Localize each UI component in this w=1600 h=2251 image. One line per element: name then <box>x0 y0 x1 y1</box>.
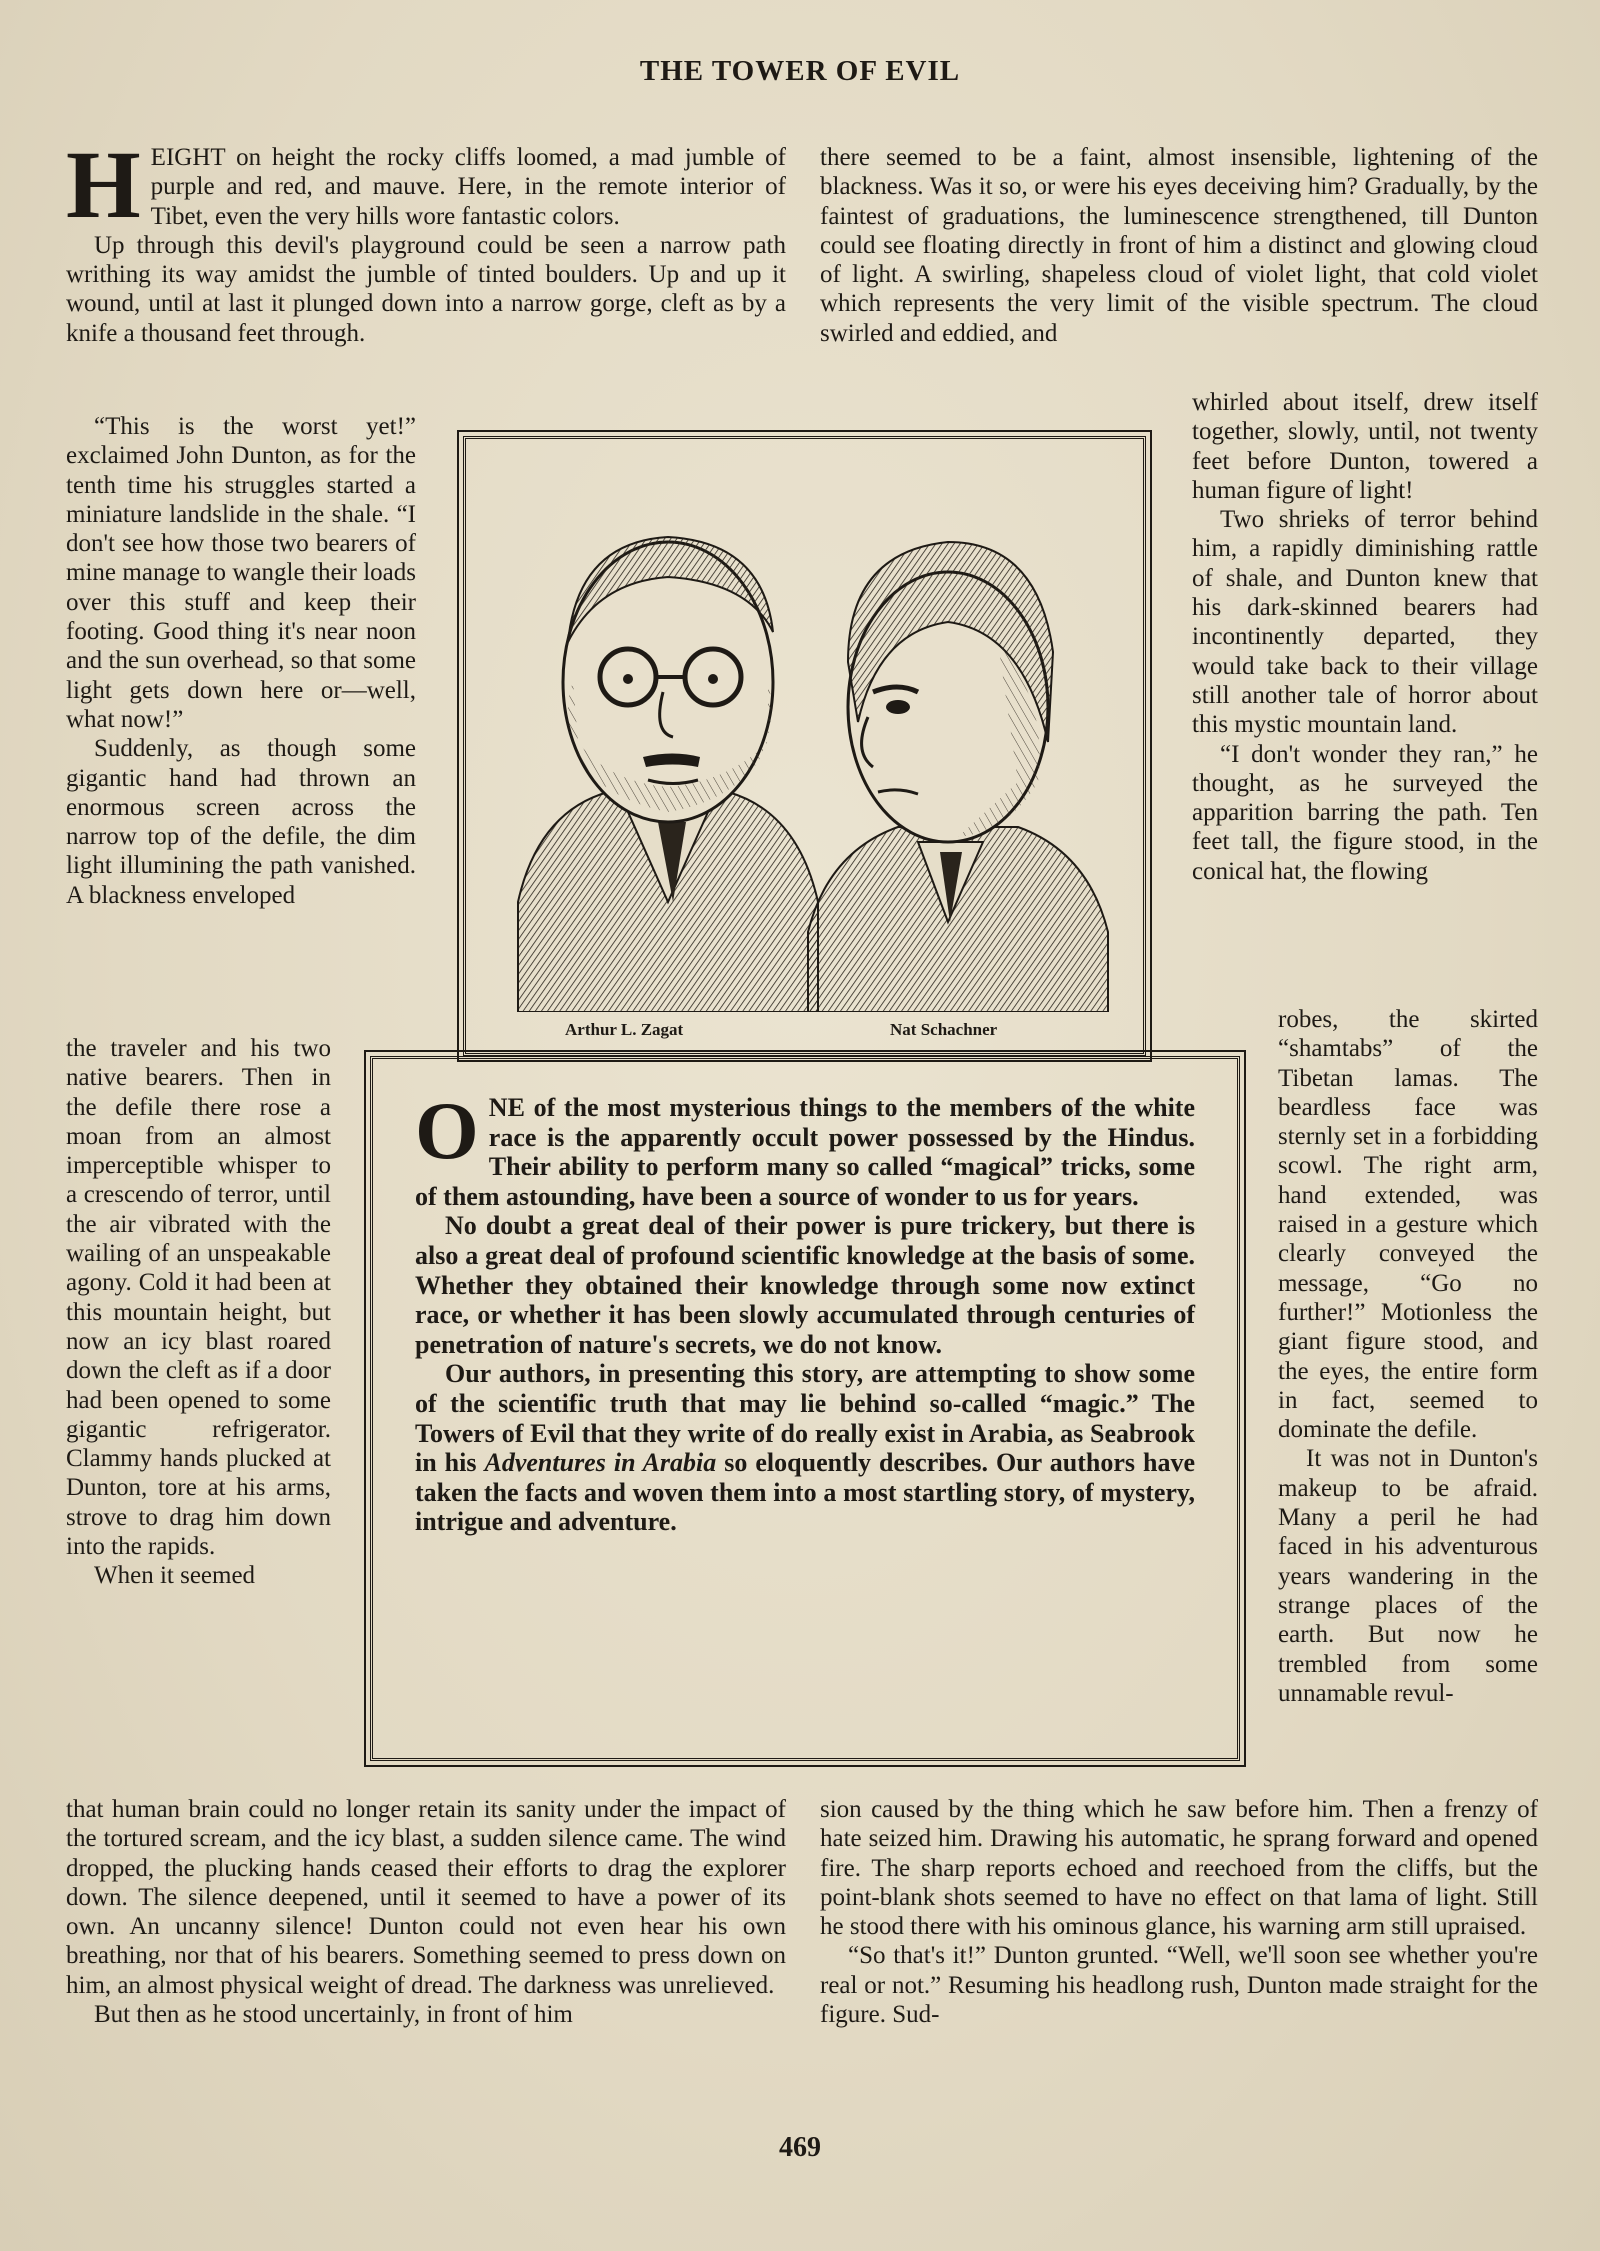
paragraph: Up through this devil's playground could be seen a narrow path writhing its way amidst the jumble of tinted boulders. Up and up it wound, until at last it plunged down into a narrow gorge, cleft as by a knife a thousand feet through. <box>66 231 786 347</box>
paragraph: “This is the worst yet!” exclaimed John Dunton, as for the tenth time his struggles started a miniature landslide in the shale. “I don't see how those two bearers of mine manage to wangle their loads over this stuff and keep their footing. Good thing it's near noon and the sun overhead, so that some light gets down here or—well, what now!” <box>66 413 416 733</box>
right-column-bottom <box>820 1795 1538 2029</box>
paragraph-text: so eloquently describes. Our authors have taken the facts and woven them into a most startling story, of mystery, intrigue and adventure. <box>415 1448 1195 1537</box>
paragraph: robes, the skirted “shamtabs” of the Tibetan lamas. The beardless face was sternly set in a forbidding scowl. The right arm, hand extended, was raised in a gesture which clearly conveyed the message, “Go no further!” Motionless the giant figure stood, and the eyes, the entire form in fact, seemed to dominate the defile. <box>1278 1006 1538 1444</box>
paragraph: that human brain could no longer retain its sanity under the impact of the tortured scream, and the icy blast, a sudden silence came. The wind dropped, the plucking hands ceased their efforts to drag the explorer down. The silence deepened, until it seemed to have a power of its own. An uncanny silence! Dunton could not even hear his own breathing, nor that of his bearers. Something seemed to press down on him, an almost physical weight of dread. The darkness was unrelieved. <box>66 1796 786 1999</box>
author-portraits-illustration <box>478 482 1128 1012</box>
page-header: THE TOWER OF EVIL <box>639 55 961 87</box>
paragraph-text: Our authors, in presenting this story, are attempting to show some of the scientific truth that may lie behind so-called “magic.” The Towers of Evil that they write of do really exist in Arabia, as Seabrook in his <box>415 1359 1195 1478</box>
editorial-introduction <box>415 1085 1195 1537</box>
paragraph: “I don't wonder they ran,” he thought, as he surveyed the apparition barring the path. Ten feet tall, the figure stood, in the conical hat, the flowing <box>1192 740 1538 885</box>
paragraph: “So that's it!” Dunton grunted. “Well, we'll soon see whether you're real or not.” Resuming his headlong rush, Dunton made straight for the figure. Sud- <box>820 1942 1538 2029</box>
paragraph: there seemed to be a faint, almost insensible, lightening of the blackness. Was it so, or were his eyes deceiving him? Gradually, by the faintest of graduations, the luminescence strengthened, till Dunton could see floating directly in front of him a distinct and glowing cloud of light. A swirling, shapeless cloud of violet light, that cold violet which represents the very limit of the visible spectrum. The cloud swirled and eddied, and <box>820 144 1538 347</box>
paragraph: Two shrieks of terror behind him, a rapidly diminishing rattle of shale, and Dunton knew that his dark-skinned bearers had incontinently departed, they would take back to their village still another tale of horror about this mystic mountain land. <box>1192 506 1538 739</box>
drop-cap: H <box>66 131 141 238</box>
editorial-paragraph <box>415 1359 1195 1537</box>
editorial-paragraph <box>415 1085 1195 1211</box>
right-column-top <box>820 143 1538 348</box>
paragraph: sion caused by the thing which he saw before him. Then a frenzy of hate seized him. Drawing his automatic, he sprang forward and opened fire. The sharp reports echoed and reechoed from the cliffs, but the point-blank shots seemed to have no effect on that lama of light. Still he stood there with his ominous glance, his warning arm still upraised. <box>820 1796 1538 1941</box>
opening-paragraph <box>66 131 786 238</box>
editorial-drop-cap: O <box>415 1085 479 1176</box>
portrait-left <box>518 537 818 1012</box>
paragraph: But then as he stood uncertainly, in front of him <box>94 2001 573 2029</box>
right-column-narrow-a <box>1192 388 1538 886</box>
paragraph: It was not in Dunton's makeup to be afraid. Many a peril he had faced in his adventurous years wandering in the strange places of the earth. But now he trembled from some unnamable revul- <box>1278 1445 1538 1707</box>
portrait-right <box>808 542 1108 1012</box>
left-column-bottom <box>66 1795 786 2029</box>
left-column-narrow-a <box>66 412 416 910</box>
left-column-narrow-b <box>66 1034 331 1591</box>
paragraph: When it seemed <box>94 1562 256 1590</box>
book-title: Adventures in Arabia <box>484 1448 717 1478</box>
caption-right-author: Nat Schachner <box>890 1020 998 1039</box>
paragraph: the traveler and his two native bearers. Then in the defile there rose a moan from an almost imperceptible whisper to a crescendo of terror, until the air vibrated with the wailing of an unspeakable agony. Cold it had been at this mountain height, but now an icy blast roared down the cleft as if a door had been opened to some gigantic refrigerator. Clammy hands plucked at Dunton, tore at his arms, strove to drag him down into the rapids. <box>66 1035 331 1561</box>
caption-left-author: Arthur L. Zagat <box>565 1020 684 1039</box>
paragraph-text: NE of the most mysterious things to the members of the white race is the apparently occult power possessed by the Hindus. Their ability to perform many so called “magical” tricks, some of them astounding, have been a source of wonder to us for years. <box>415 1093 1195 1211</box>
left-column-top <box>66 131 786 348</box>
right-column-narrow-b <box>1278 1005 1538 1708</box>
paragraph: whirled about itself, drew itself together, slowly, until, not twenty feet before Dunton, towered a human figure of light! <box>1192 389 1538 504</box>
paragraph: Suddenly, as though some gigantic hand had thrown an enormous screen across the narrow top of the defile, the dim light illumining the path vanished. A blackness enveloped <box>66 735 416 909</box>
editorial-paragraph: No doubt a great deal of their power is pure trickery, but there is also a great deal of profound scientific knowledge at the basis of some. Whether they obtained their knowledge through some now extinct race, or whether it has been slowly accumulated through centuries of penetration of nature's secrets, we do not know. <box>415 1211 1195 1359</box>
page-number: 469 <box>779 2132 821 2163</box>
paragraph-text: EIGHT on height the rocky cliffs loomed, a mad jumble of purple and red, and mauve. Here, in the remote interior of Tibet, even the very hills wore fantastic colors. <box>150 144 786 230</box>
